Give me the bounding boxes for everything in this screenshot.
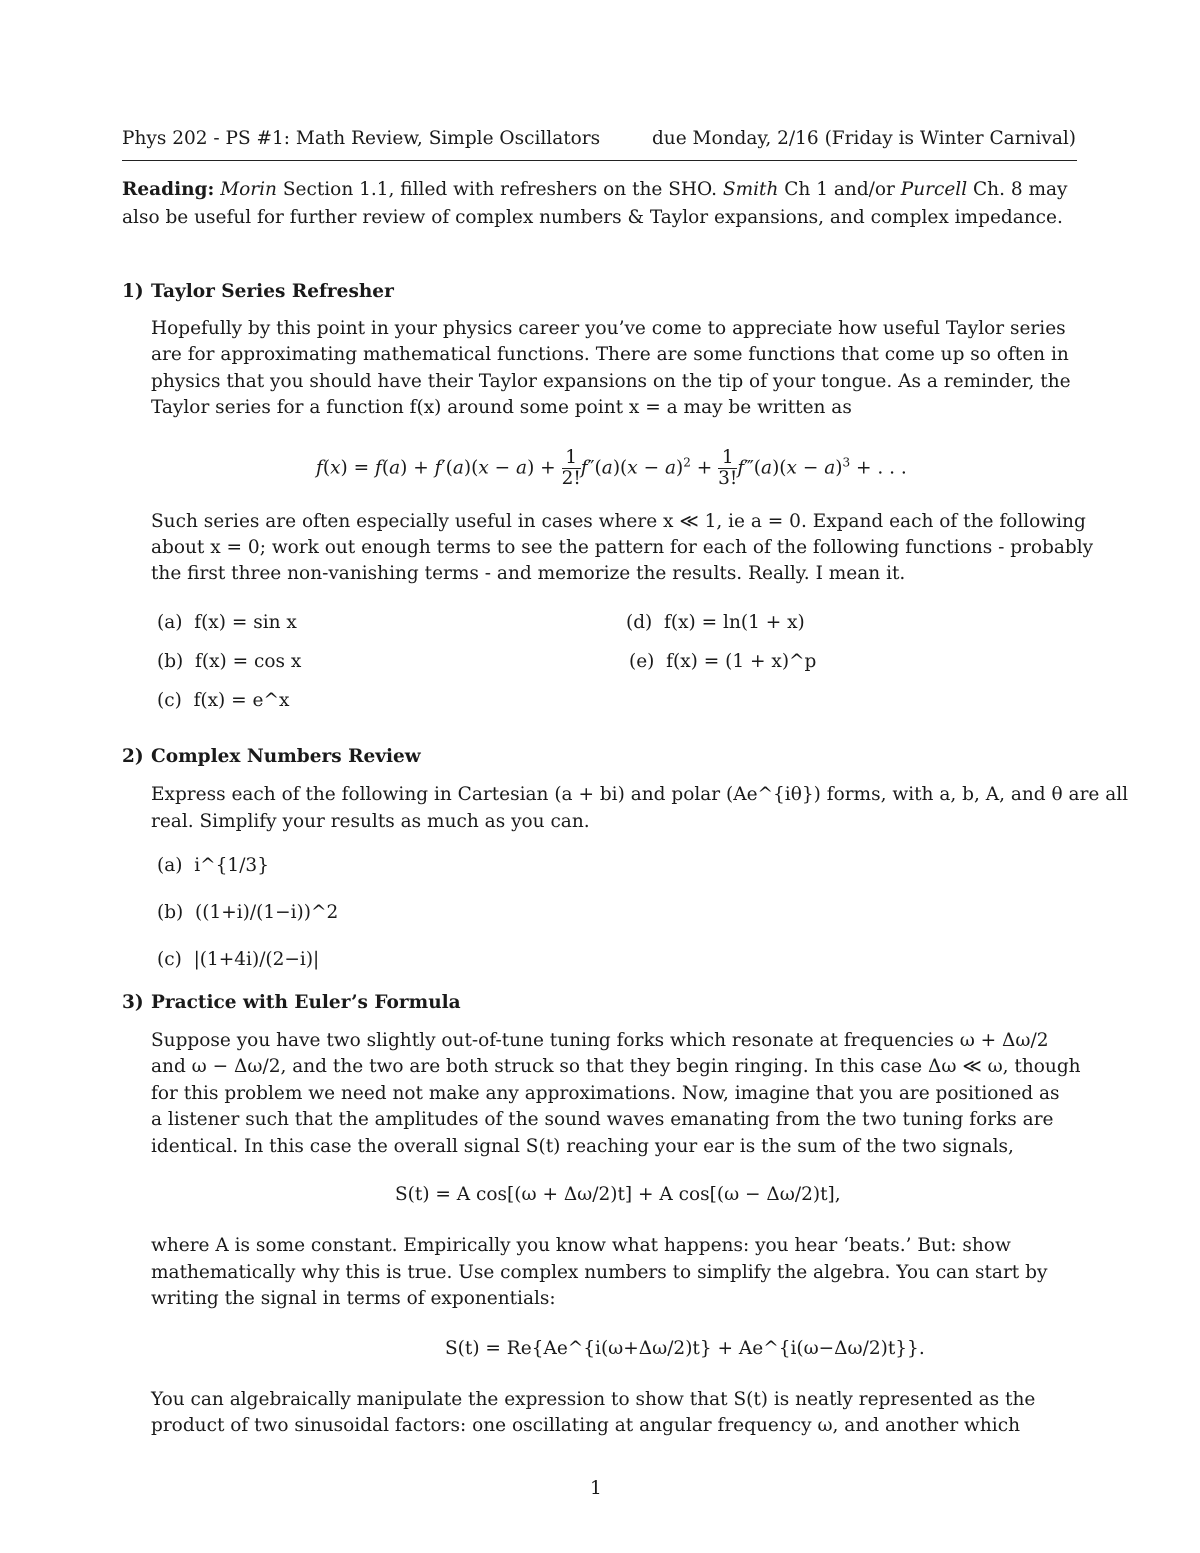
reading-purcell: Purcell xyxy=(900,179,968,200)
s3-intro-line-1: Suppose you have two slightly out-of-tune tuning forks which resonate at frequencies ω + Δω/2 xyxy=(151,1030,1049,1051)
s2-item-a: (a) i^{1/3} xyxy=(157,855,269,876)
s3-end-line-1: You can algebraically manipulate the expression to show that S(t) is neatly represented as the xyxy=(151,1389,1036,1410)
s1-item-c: (c) f(x) = e^x xyxy=(157,690,290,711)
s3-mid-line-1: where A is some constant. Empirically you know what happens: you hear ‘beats.’ But: show xyxy=(151,1235,1011,1256)
section-3-title: Practice with Euler’s Formula xyxy=(151,992,461,1013)
section-2-title: Complex Numbers Review xyxy=(151,746,421,767)
s2-item-c: (c) |(1+4i)/(2−i)| xyxy=(157,949,320,970)
section-1-number: 1) xyxy=(122,281,144,302)
header-rule xyxy=(122,160,1077,161)
s3-intro-line-4: a listener such that the amplitudes of the sound waves emanating from the two tuning forks are xyxy=(151,1109,1054,1130)
reading-line-1: Reading: Morin Section 1.1, filled with refreshers on the SHO. Smith Ch 1 and/or Purcell Ch. 8 may xyxy=(122,179,1068,200)
s3-intro-line-3: for this problem we need not make any approximations. Now, imagine that you are positioned as xyxy=(151,1083,1060,1104)
s2-intro-line-2: real. Simplify your results as much as you can. xyxy=(151,811,590,832)
s1-item-e: (e) f(x) = (1 + x)^p xyxy=(629,651,817,672)
s3-intro-line-2: and ω − Δω/2, and the two are both struck so that they begin ringing. In this case Δω ≪ ω, though xyxy=(151,1056,1081,1077)
s1-after-line-2: about x = 0; work out enough terms to see the pattern for each of the following functions - probably xyxy=(151,537,1094,558)
s3-end-line-2: product of two sinusoidal factors: one oscillating at angular frequency ω, and another which xyxy=(151,1415,1021,1436)
s1-after-line-3: the first three non-vanishing terms - and memorize the results. Really. I mean it. xyxy=(151,563,906,584)
s1-intro-line-2: are for approximating mathematical functions. There are some functions that come up so often in xyxy=(151,344,1069,365)
header-title: Phys 202 - PS #1: Math Review, Simple Oscillators xyxy=(122,128,601,149)
s3-intro-line-5: identical. In this case the overall signal S(t) reaching your ear is the sum of the two signals, xyxy=(151,1136,1014,1157)
section-1-title: Taylor Series Refresher xyxy=(151,281,394,302)
s3-mid-line-2: mathematically why this is true. Use complex numbers to simplify the algebra. You can start by xyxy=(151,1262,1048,1283)
section-3-number: 3) xyxy=(122,992,144,1013)
s2-intro-line-1: Express each of the following in Cartesian (a + bi) and polar (Ae^{iθ}) forms, with a, b, A, and θ are all xyxy=(151,784,1129,805)
section-2-number: 2) xyxy=(122,746,144,767)
s1-item-d: (d) f(x) = ln(1 + x) xyxy=(626,612,805,633)
reading-label: Reading: xyxy=(122,179,215,200)
s2-item-b: (b) ((1+i)/(1−i))^2 xyxy=(157,902,339,923)
s1-intro-line-1: Hopefully by this point in your physics career you’ve come to appreciate how useful Taylor series xyxy=(151,318,1066,339)
signal-equation: S(t) = A cos[(ω + Δω/2)t] + A cos[(ω − Δω/2)t], xyxy=(395,1184,841,1205)
reading-smith: Smith xyxy=(722,179,779,200)
s1-after-line-1: Such series are often especially useful in cases where x ≪ 1, ie a = 0. Expand each of the following xyxy=(151,511,1086,532)
s1-item-b: (b) f(x) = cos x xyxy=(157,651,302,672)
taylor-equation: f(x) = f(a) + f′(a)(x − a) + $\frac{1}{2!}$ $f''(a)(x - a)^2$ + $\frac{1}{3!}$ f‴(a)(x − a)$^3$ + . . . xyxy=(316,447,907,489)
header-due-date: due Monday, 2/16 (Friday is Winter Carnival) xyxy=(651,128,1076,149)
reading-line-2: also be useful for further review of complex numbers & Taylor expansions, and complex impedance. xyxy=(122,207,1063,228)
s3-mid-line-3: writing the signal in terms of exponentials: xyxy=(151,1288,556,1309)
s1-intro-line-3: physics that you should have their Taylor expansions on the tip of your tongue. As a reminder, the xyxy=(151,371,1071,392)
s1-intro-line-4: Taylor series for a function f(x) around some point x = a may be written as xyxy=(151,397,852,418)
exponential-equation: S(t) = Re{Ae^{i(ω+Δω/2)t} + Ae^{i(ω−Δω/2)t}}. xyxy=(445,1338,925,1359)
page-number: 1 xyxy=(590,1478,602,1499)
s1-item-a: (a) f(x) = sin x xyxy=(157,612,297,633)
reading-morin: Morin xyxy=(220,179,277,200)
